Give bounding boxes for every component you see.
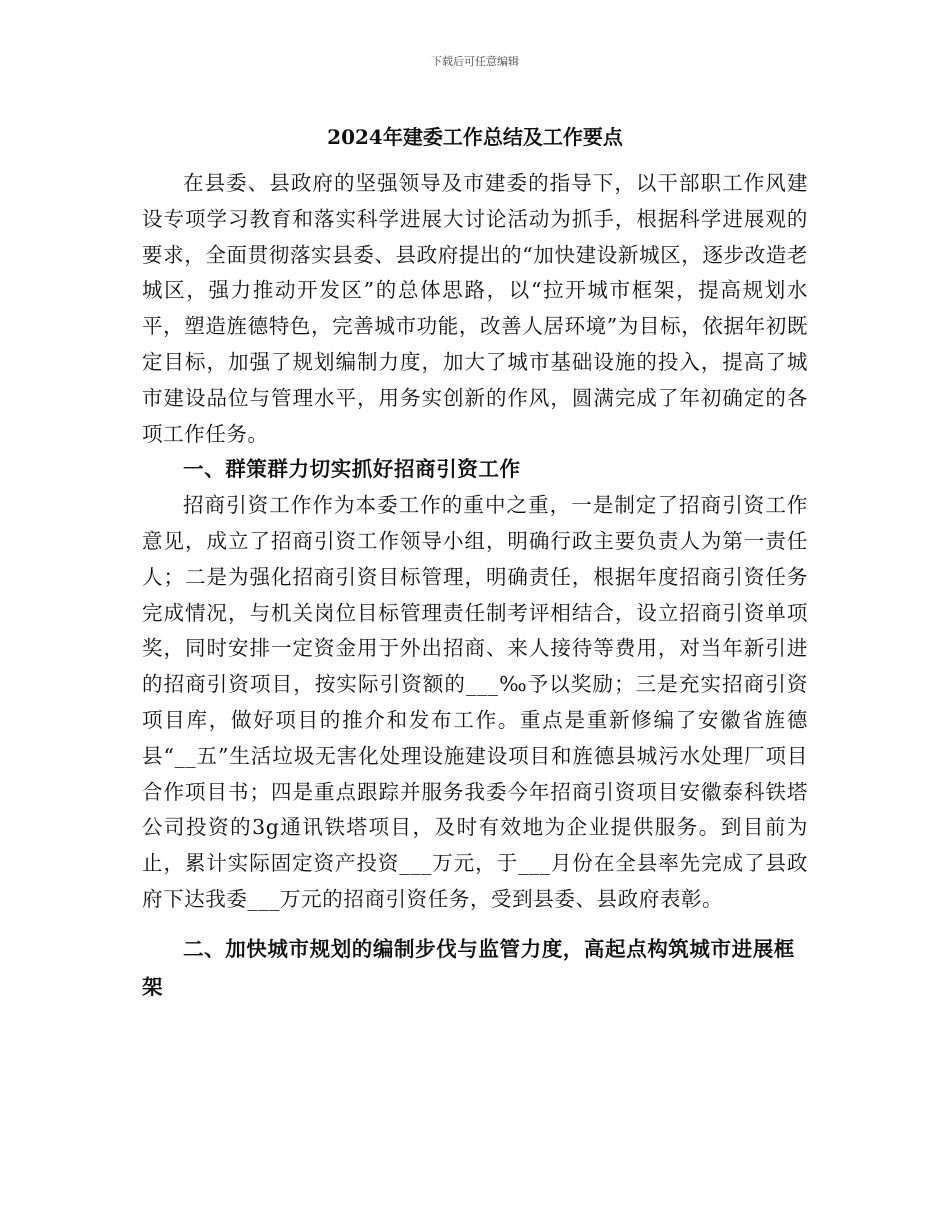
intro-paragraph: 在县委、县政府的坚强领导及市建委的指导下，以干部职工作风建设专项学习教育和落实科学进展大讨论活动为抓手，根据科学进展观的要求，全面贯彻落实县委、县政府提出的“加快建设新城区，逐步改造老城区，强力推动开发区”的总体思路，以“拉开城市框架，提高规划水平，塑造旌德特色，完善城市功能，改善人居环境”为目标，依据年初既定目标，加强了规划编制力度，加大了城市基础设施的投入，提高了城市建设品位与管理水平，用务实创新的作风，圆满完成了年初确定的各项工作任务。 <box>142 171 808 446</box>
document-body <box>142 122 808 1006</box>
page-header-note: 下载后可任意编辑 <box>431 55 519 68</box>
section-2-heading: 二、加快城市规划的编制步伐与监管力度，高起点构筑城市进展框架 <box>142 936 795 999</box>
document-title: 2024年建委工作总结及工作要点 <box>327 125 623 149</box>
section-1-heading: 一、群策群力切实抓好招商引资工作 <box>183 457 521 482</box>
section-1-paragraph: 招商引资工作作为本委工作的重中之重，一是制定了招商引资工作意见，成立了招商引资工作领导小组，明确行政主要负责人为第一责任人；二是为强化招商引资目标管理，明确责任，根据年度招商引资任务完成情况，与机关岗位目标管理责任制考评相结合，设立招商引资单项奖，同时安排一定资金用于外出招商、来人接待等费用，对当年新引进的招商引资项目，按实际引资额的___‰予以奖励；三是充实招商引资项目库，做好项目的推介和发布工作。重点是重新修编了安徽省旌德县“__五”生活垃圾无害化处理设施建设项目和旌德县城污水处理厂项目合作项目书；四是重点跟踪并服务我委今年招商引资项目安徽泰科铁塔公司投资的3g通讯铁塔项目，及时有效地为企业提供服务。到目前为止，累计实际固定资产投资___万元，于___月份在全县率先完成了县政府下达我委___万元的招商引资任务，受到县委、县政府表彰。 <box>142 493 808 911</box>
